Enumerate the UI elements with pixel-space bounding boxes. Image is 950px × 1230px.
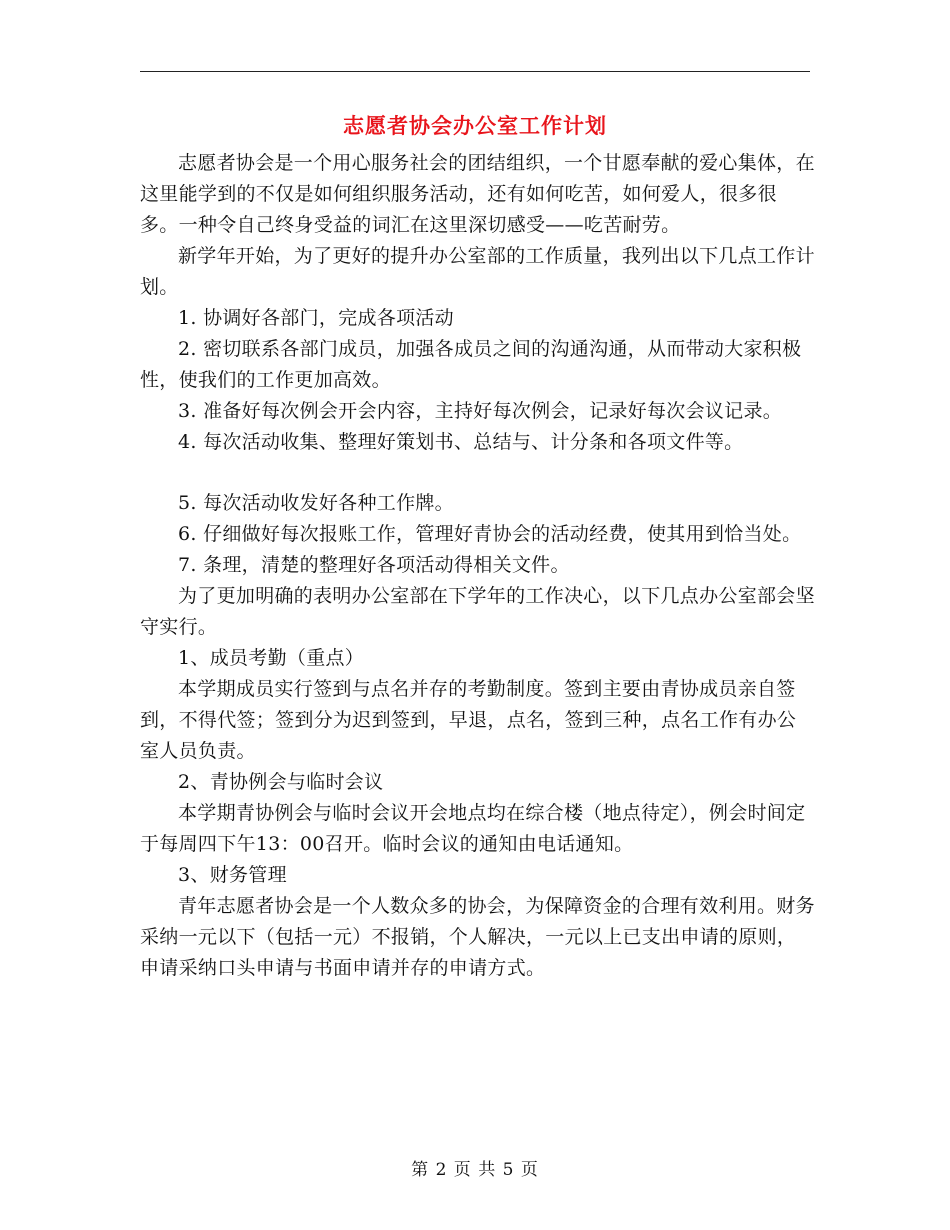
paragraph-finance: 青年志愿者协会是一个人数众多的协会，为保障资金的合理有效利用。财务采纳一元以下（包括一元）不报销，个人解决，一元以上已支出申请的原则，申请采纳口头申请与书面申请并存的申请方式。	[140, 895, 815, 979]
section-heading-attendance: 1、成员考勤（重点）	[178, 647, 365, 669]
paragraph-meetings: 本学期青协例会与临时会议开会地点均在综合楼（地点待定），例会时间定于每周四下午13：00召开。临时会议的通知由电话通知。	[140, 802, 806, 855]
page-number: 第 2 页 共 5 页	[411, 1160, 539, 1180]
paragraph-plan-intro: 新学年开始，为了更好的提升办公室部的工作质量，我列出以下几点工作计划。	[140, 245, 815, 298]
paragraph-commitment: 为了更加明确的表明办公室部在下学年的工作决心，以下几点办公室部会坚守实行。	[140, 585, 815, 638]
document-body	[140, 148, 815, 984]
list-item-7: 7. 条理，清楚的整理好各项活动得相关文件。	[178, 554, 570, 576]
list-item-4: 4. 每次活动收集、整理好策划书、总结与、计分条和各项文件等。	[178, 431, 744, 453]
list-item-5: 5. 每次活动收发好各种工作牌。	[178, 492, 454, 514]
section-heading-finance: 3、财务管理	[178, 864, 287, 886]
blank-line	[140, 458, 815, 488]
paragraph-attendance: 本学期成员实行签到与点名并存的考勤制度。签到主要由青协成员亲自签到，不得代签；签到分为迟到签到，早退，点名，签到三种，点名工作有办公室人员负责。	[140, 678, 797, 762]
header-rule	[140, 71, 810, 72]
list-item-1: 1. 协调好各部门，完成各项活动	[178, 307, 454, 329]
list-item-6: 6. 仔细做好每次报账工作，管理好青协会的活动经费，使其用到恰当处。	[178, 523, 802, 545]
section-heading-meetings: 2、青协例会与临时会议	[178, 771, 384, 793]
document-title: 志愿者协会办公室工作计划	[343, 113, 607, 138]
list-item-2: 2. 密切联系各部门成员，加强各成员之间的沟通沟通，从而带动大家积极性，使我们的工作更加高效。	[140, 338, 802, 391]
paragraph-intro: 志愿者协会是一个用心服务社会的团结组织，一个甘愿奉献的爱心集体，在这里能学到的不仅是如何组织服务活动，还有如何吃苦，如何爱人，很多很多。一种令自己终身受益的词汇在这里深切感受——吃苦耐劳。	[140, 152, 815, 236]
list-item-3: 3. 准备好每次例会开会内容，主持好每次例会，记录好每次会议记录。	[178, 400, 783, 422]
